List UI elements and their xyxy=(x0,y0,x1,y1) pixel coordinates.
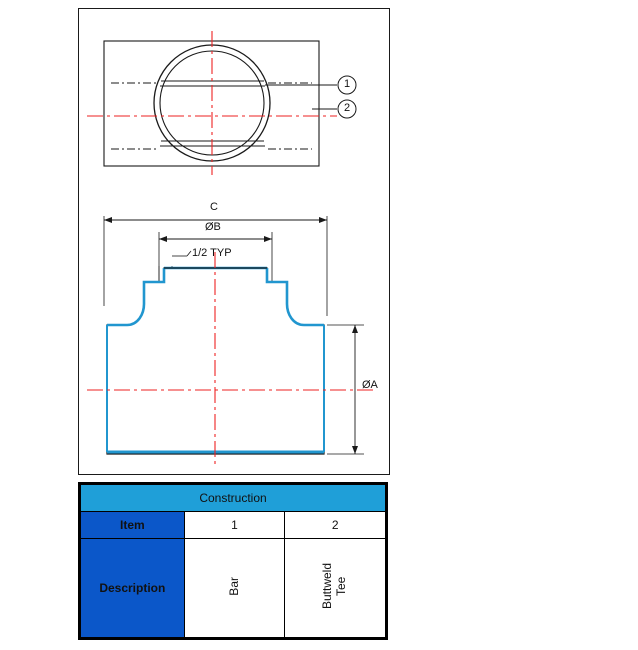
table-row-description xyxy=(81,539,386,638)
description-2-line1: Buttweld xyxy=(320,563,335,610)
description-1-value xyxy=(184,539,285,638)
table-title-row xyxy=(81,485,386,512)
dimension-c-label: C xyxy=(210,201,218,213)
section-view xyxy=(79,194,389,472)
wall-thickness-label: 1/2 TYP xyxy=(192,247,232,259)
item-2-value: 2 xyxy=(285,512,386,539)
table-title: Construction xyxy=(81,485,386,512)
description-1-text: Bar xyxy=(226,577,241,596)
callout-1-label: 1 xyxy=(344,78,351,90)
drawing-frame xyxy=(78,8,390,475)
description-2-text xyxy=(321,563,349,609)
dimension-b-label: ØB xyxy=(205,221,221,233)
table-row-item xyxy=(81,512,386,539)
item-1-value: 1 xyxy=(184,512,285,539)
top-view xyxy=(79,9,389,194)
description-2-line2: Tee xyxy=(334,576,349,597)
dimension-a-label: ØA xyxy=(362,379,378,391)
row-header-item: Item xyxy=(81,512,185,539)
callout-2-label: 2 xyxy=(344,102,351,114)
description-2-value xyxy=(285,539,386,638)
row-header-description: Description xyxy=(81,539,185,638)
construction-table xyxy=(78,482,388,640)
